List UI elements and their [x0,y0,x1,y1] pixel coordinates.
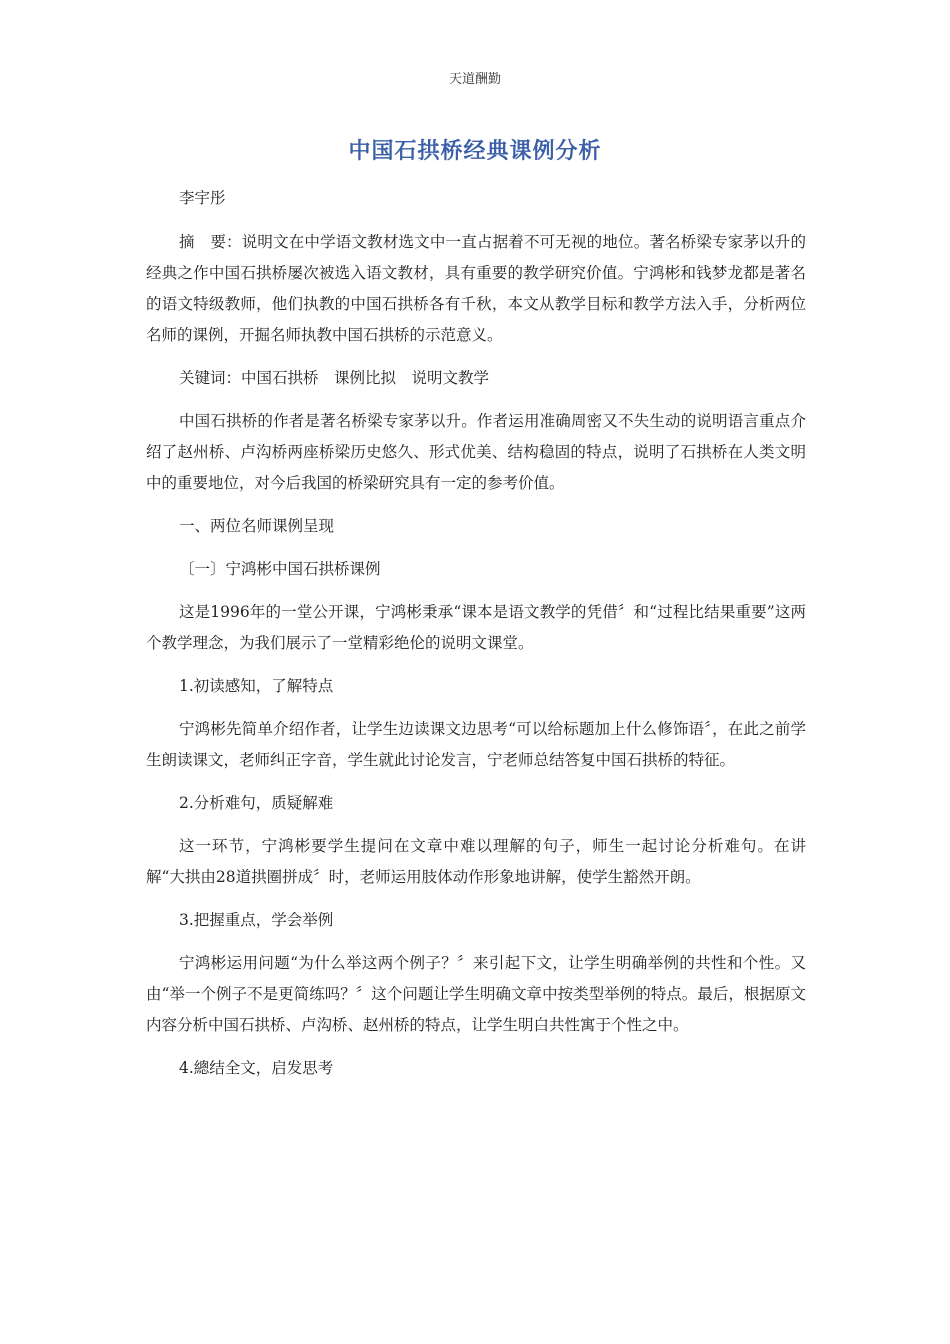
step-heading: 3.把握重点，学会举例 [179,911,334,929]
subsection-heading: 〔一〕宁鸿彬中国石拱桥课例 [179,560,381,578]
document-title: 中国石拱桥经典课例分析 [348,139,602,164]
abstract-paragraph: 摘 要：说明文在中学语文教材选文中一直占据着不可无视的地位。著名桥梁专家茅以升的经典之作中国石拱桥屡次被选入语文教材，具有重要的教学研究价值。宁鸿彬和钱梦龙都是著名的语文特级教师，他们执教的中国石拱桥各有千秋，本文从教学目标和教学方法入手，分析两位名师的课例，开掘名师执教中国石拱桥的示范意义。 [146,233,806,344]
body-paragraph: 这是1996年的一堂公开课，宁鸿彬秉承“课本是语文教学的凭借〞和“过程比结果重要”这两个教学理念，为我们展示了一堂精彩绝伦的说明文课堂。 [146,603,806,652]
body-paragraph: 宁鸿彬先简单介绍作者，让学生边读课文边思考“可以给标题加上什么修饰语〞，在此之前学生朗读课文，老师纠正字音，学生就此讨论发言，宁老师总结答复中国石拱桥的特征。 [146,720,806,769]
author-name: 李宇彤 [179,189,226,207]
page-header: 天道酬勤 [448,72,501,87]
step-heading: 4.總结全文，启发思考 [179,1059,334,1077]
step-heading: 2.分析难句，质疑解难 [179,794,334,812]
document-body [146,183,806,1096]
section-heading: 一、两位名师课例呈现 [179,517,335,535]
body-paragraph: 这一环节，宁鸿彬要学生提问在文章中难以理解的句子，师生一起讨论分析难句。在讲解“大拱由28道拱圈拼成〞时，老师运用肢体动作形象地讲解，使学生豁然开朗。 [146,837,806,886]
intro-paragraph: 中国石拱桥的作者是著名桥梁专家茅以升。作者运用准确周密又不失生动的说明语言重点介绍了赵州桥、卢沟桥两座桥梁历史悠久、形式优美、结构稳固的特点，说明了石拱桥在人类文明中的重要地位，对今后我国的桥梁研究具有一定的参考价值。 [146,412,806,492]
body-paragraph: 宁鸿彬运用问题“为什么举这两个例子？〞来引起下文，让学生明确举例的共性和个性。又由“举一个例子不是更简练吗？〞这个问题让学生明确文章中按类型举例的特点。最后，根据原文内容分析中国石拱桥、卢沟桥、赵州桥的特点，让学生明白共性寓于个性之中。 [146,954,806,1034]
keywords-paragraph: 关键词：中国石拱桥 课例比拟 说明文教学 [179,369,490,387]
step-heading: 1.初读感知，了解特点 [179,677,334,695]
